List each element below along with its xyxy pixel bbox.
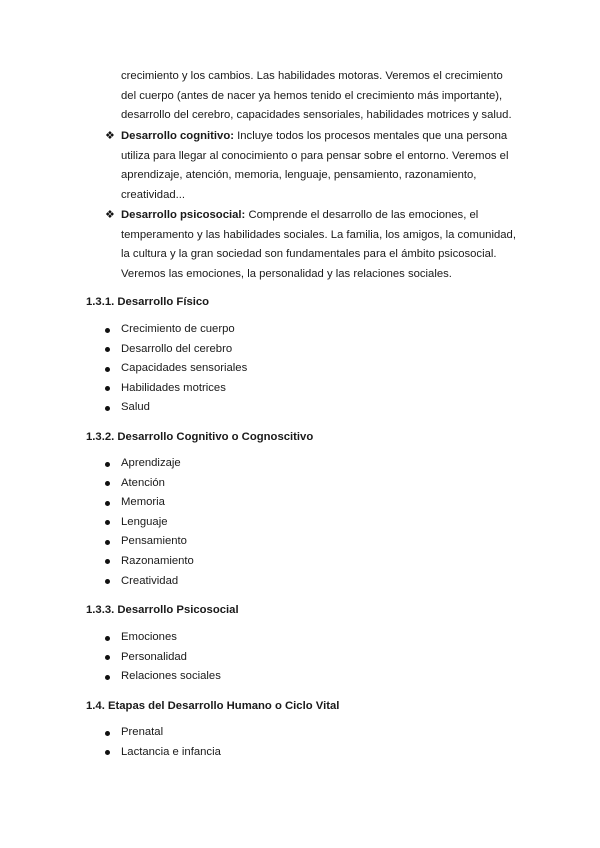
list-item: Pensamiento bbox=[105, 532, 194, 552]
list-item: Salud bbox=[105, 398, 247, 418]
diamond-item-text: creatividad... bbox=[121, 189, 186, 202]
list-item: Capacidades sensoriales bbox=[105, 359, 247, 379]
diamond-item-cognitivo bbox=[105, 127, 521, 206]
list-item: Desarrollo del cerebro bbox=[105, 340, 247, 360]
intro-line: desarrollo del cerebro, capacidades sensoriales, habilidades motrices y salud. bbox=[121, 109, 512, 122]
bullet-dot-icon bbox=[105, 731, 110, 736]
list-item: Lenguaje bbox=[105, 513, 194, 533]
diamond-item-text: utiliza para llegar al conocimiento o para pensar sobre el entorno. Veremos el bbox=[121, 149, 509, 162]
diamond-item-text: Comprende el desarrollo de las emociones, el bbox=[245, 209, 479, 221]
diamond-bullet-icon: ❖ bbox=[105, 130, 115, 142]
list-item: Crecimiento de cuerpo bbox=[105, 320, 247, 340]
bullet-dot-icon bbox=[105, 636, 110, 641]
list-item: Emociones bbox=[105, 628, 221, 648]
list-item: Lactancia e infancia bbox=[105, 743, 221, 763]
bullet-dot-icon bbox=[105, 655, 110, 660]
list-item: Personalidad bbox=[105, 648, 221, 668]
bullet-dot-icon bbox=[105, 750, 110, 755]
list-item: Aprendizaje bbox=[105, 454, 194, 474]
list-item: Prenatal bbox=[105, 723, 221, 743]
diamond-item-text: temperamento y las habilidades sociales. La familia, los amigos, la comunidad, bbox=[121, 228, 516, 241]
list-item: Atención bbox=[105, 474, 194, 494]
section-heading: 1.3.2. Desarrollo Cognitivo o Cognoscitivo bbox=[86, 431, 314, 443]
diamond-item-text: aprendizaje, atención, memoria, lenguaje, pensamiento, razonamiento, bbox=[121, 169, 477, 182]
bullet-list-fisico bbox=[105, 320, 247, 418]
list-item: Razonamiento bbox=[105, 552, 194, 572]
diamond-item-title: Desarrollo psicosocial: bbox=[121, 209, 246, 221]
bullet-dot-icon bbox=[105, 406, 110, 411]
bullet-dot-icon bbox=[105, 347, 110, 352]
list-item: Memoria bbox=[105, 493, 194, 513]
bullet-dot-icon bbox=[105, 462, 110, 467]
list-item: Creatividad bbox=[105, 572, 194, 592]
section-heading: 1.3.1. Desarrollo Físico bbox=[86, 296, 210, 308]
bullet-list-etapas bbox=[105, 723, 221, 762]
bullet-dot-icon bbox=[105, 579, 110, 584]
bullet-dot-icon bbox=[105, 481, 110, 486]
bullet-dot-icon bbox=[105, 540, 110, 545]
bullet-list-psicosocial bbox=[105, 628, 221, 687]
bullet-dot-icon bbox=[105, 559, 110, 564]
diamond-item-psicosocial bbox=[105, 206, 521, 285]
section-heading: 1.4. Etapas del Desarrollo Humano o Ciclo Vital bbox=[86, 700, 340, 712]
bullet-dot-icon bbox=[105, 501, 110, 506]
bullet-dot-icon bbox=[105, 367, 110, 372]
diamond-bullet-icon: ❖ bbox=[105, 209, 115, 221]
intro-line: del cuerpo (antes de nacer ya hemos tenido el crecimiento más importante), bbox=[121, 89, 503, 102]
bullet-dot-icon bbox=[105, 675, 110, 680]
intro-line: crecimiento y los cambios. Las habilidades motoras. Veremos el crecimiento bbox=[121, 70, 503, 82]
diamond-item-text: Incluye todos los procesos mentales que una persona bbox=[234, 130, 508, 142]
bullet-list-cognitivo bbox=[105, 454, 194, 591]
diamond-item-title: Desarrollo cognitivo: bbox=[121, 130, 234, 142]
section-heading: 1.3.3. Desarrollo Psicosocial bbox=[86, 604, 239, 616]
intro-paragraph bbox=[121, 67, 521, 126]
bullet-dot-icon bbox=[105, 386, 110, 391]
list-item: Relaciones sociales bbox=[105, 667, 221, 687]
bullet-dot-icon bbox=[105, 520, 110, 525]
diamond-item-text: la cultura y la gran sociedad son fundamentales para el ámbito psicosocial. bbox=[121, 248, 497, 261]
list-item: Habilidades motrices bbox=[105, 379, 247, 399]
diamond-item-text: Veremos las emociones, la personalidad y las relaciones sociales. bbox=[121, 268, 452, 281]
bullet-dot-icon bbox=[105, 328, 110, 333]
